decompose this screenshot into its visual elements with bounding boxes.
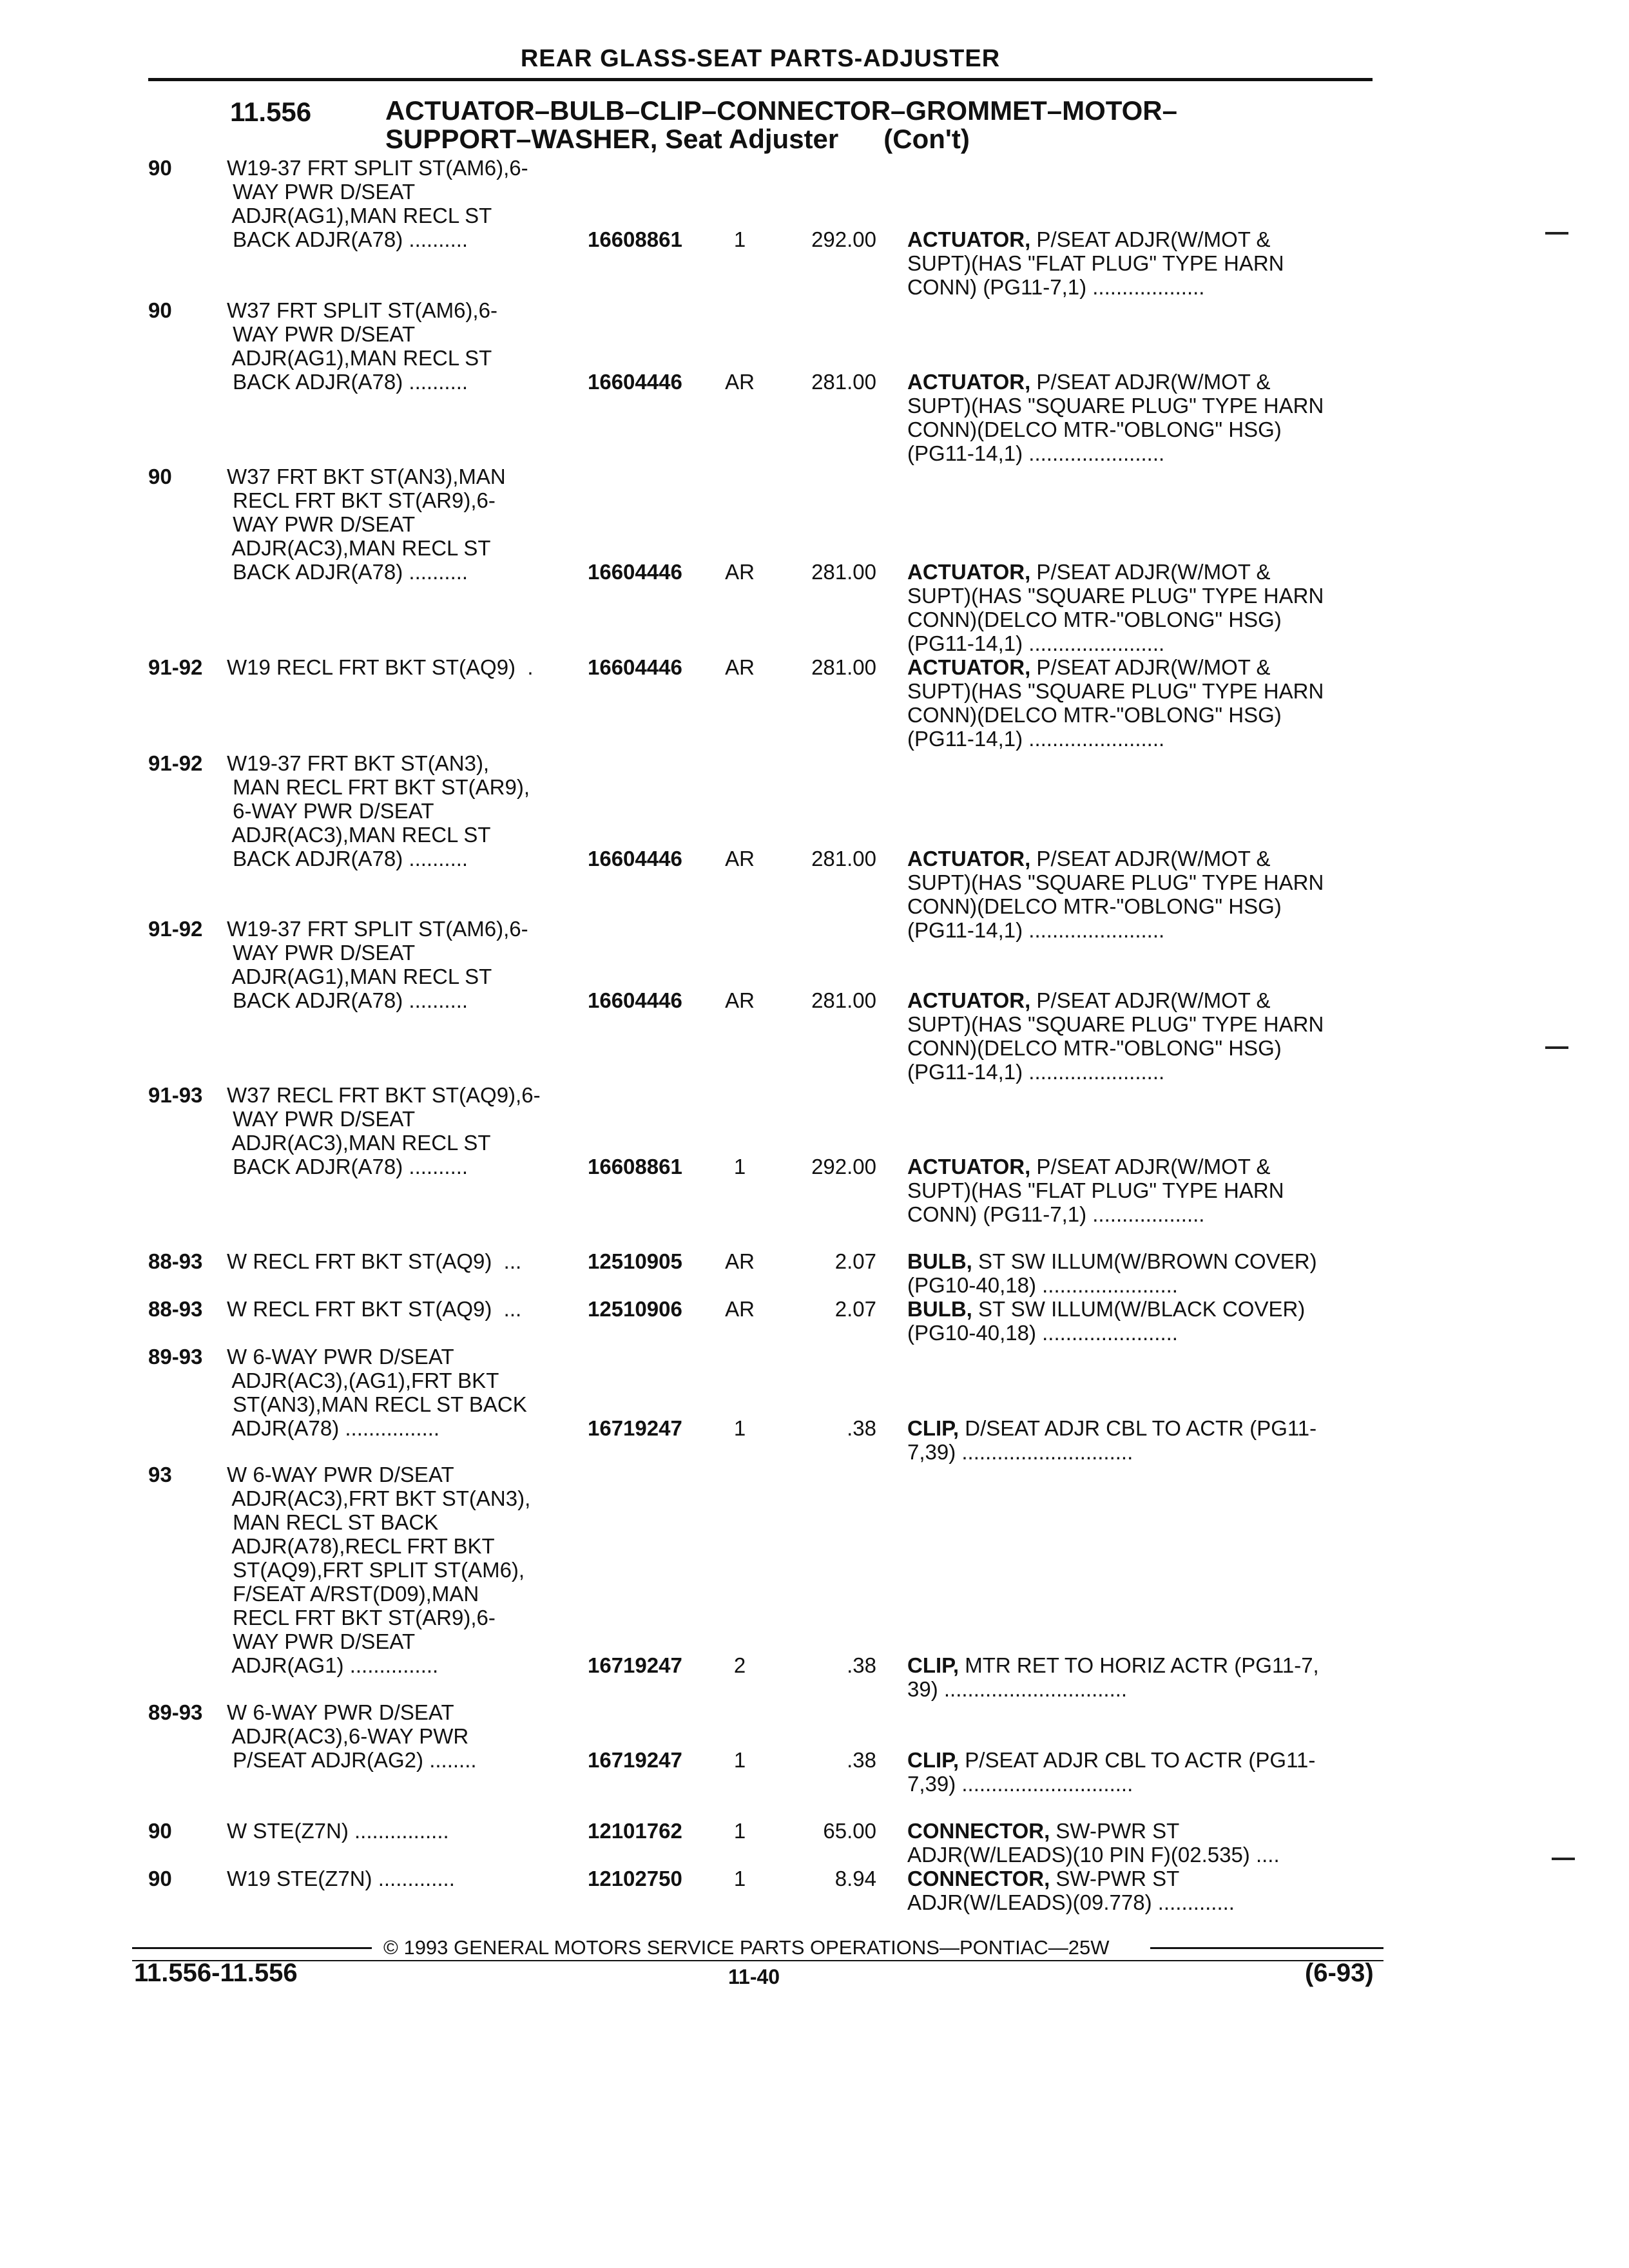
part-description [907,1772,1133,1796]
part-description [907,1249,1317,1273]
part-description [907,227,1270,251]
part-description-text: (PG11-14,1) ....................... [907,918,1165,942]
application-desc: W19 STE(Z7N) ............. [227,1867,455,1890]
application-desc: BACK ADJR(A78) .......... [227,227,468,251]
application-desc: 6-WAY PWR D/SEAT [227,799,434,823]
model-year: 89-93 [148,1700,203,1724]
part-number: 16608861 [588,227,682,251]
application-desc: W37 RECL FRT BKT ST(AQ9),6- [227,1083,541,1107]
part-description-text: ADJR(W/LEADS)(10 PIN F)(02.535) .... [907,1843,1280,1867]
part-number: 16719247 [588,1748,682,1772]
part-number: 16604446 [588,988,682,1012]
part-description-text: (PG10-40,18) ....................... [907,1273,1178,1297]
part-description [907,275,1204,299]
price: 65.00 [823,1819,876,1843]
part-description [907,1060,1164,1084]
part-description-text: P/SEAT ADJR(W/MOT & [1030,560,1271,584]
continued-label: (Con't) [883,124,970,154]
part-description-text: CONN)(DELCO MTR-"OBLONG" HSG) [907,1036,1282,1060]
part-name: BULB, [907,1297,972,1321]
quantity: 1 [733,1867,746,1890]
model-year: 90 [148,156,172,180]
application-desc: RECL FRT BKT ST(AR9),6- [227,488,496,512]
price: 281.00 [811,988,876,1012]
part-number: 16719247 [588,1653,682,1677]
application-desc: W19-37 FRT SPLIT ST(AM6),6- [227,156,528,180]
application-desc: ADJR(AC3),MAN RECL ST [227,823,491,847]
footer-range: 11.556-11.556 [134,1959,298,1987]
part-description-text: (PG11-14,1) ....................... [907,1060,1165,1084]
part-number: 16604446 [588,655,682,679]
quantity: AR [725,655,755,679]
model-year: 90 [148,465,172,488]
application-desc: W 6-WAY PWR D/SEAT [227,1345,454,1369]
part-description-text: SW-PWR ST [1050,1867,1180,1890]
part-description [907,727,1164,751]
price: 281.00 [811,655,876,679]
application-desc: ADJR(AG1),MAN RECL ST [227,204,492,227]
price: 281.00 [811,560,876,584]
application-desc: W 6-WAY PWR D/SEAT [227,1463,454,1486]
section-number: 11.556 [230,97,312,127]
part-description-text: MTR RET TO HORIZ ACTR (PG11-7, [959,1653,1319,1677]
quantity: 1 [733,1819,746,1843]
section-title [385,97,1177,153]
model-year: 91-93 [148,1083,203,1107]
application-desc: WAY PWR D/SEAT [227,322,416,346]
part-description [907,1748,1315,1772]
part-description [907,1036,1282,1060]
margin-mark [1552,1858,1575,1860]
quantity: AR [725,560,755,584]
application-desc: WAY PWR D/SEAT [227,180,416,204]
application-desc: W19-37 FRT SPLIT ST(AM6),6- [227,917,528,941]
part-description [907,918,1164,942]
part-description [907,1297,1305,1321]
model-year: 93 [148,1463,172,1486]
part-description [907,1867,1179,1890]
part-description-text: 7,39) ............................. [907,1440,1133,1464]
footer-rule-bottom [132,1960,1383,1961]
part-description-text: 7,39) ............................. [907,1772,1133,1796]
quantity: AR [725,1249,755,1273]
price: .38 [847,1416,876,1440]
footer-copyright: © 1993 GENERAL MOTORS SERVICE PARTS OPERATIONS—PONTIAC—25W [383,1936,1110,1959]
part-description [907,394,1324,418]
section-title-line2-text: SUPPORT–WASHER, Seat Adjuster [385,124,839,154]
price: 281.00 [811,847,876,870]
quantity: AR [725,370,755,394]
part-number: 16608861 [588,1155,682,1178]
part-description-text: (PG10-40,18) ....................... [907,1321,1178,1345]
model-year: 90 [148,298,172,322]
part-name: BULB, [907,1249,972,1273]
part-description-text: P/SEAT ADJR(W/MOT & [1030,655,1271,679]
part-description [907,418,1282,441]
application-desc: ADJR(AG1) ............... [227,1653,439,1677]
part-description [907,1440,1133,1464]
quantity: AR [725,988,755,1012]
part-name: CLIP, [907,1748,959,1772]
application-desc: ADJR(A78),RECL FRT BKT [227,1534,495,1558]
model-year: 89-93 [148,1345,203,1369]
part-description-text: ST SW ILLUM(W/BROWN COVER) [972,1249,1317,1273]
part-description-text: (PG11-14,1) ....................... [907,727,1165,751]
part-description [907,1273,1178,1297]
part-name: CLIP, [907,1653,959,1677]
application-desc: ADJR(A78) ................ [227,1416,440,1440]
page-header: REAR GLASS-SEAT PARTS-ADJUSTER [520,45,1001,72]
part-description-text: SUPT)(HAS "FLAT PLUG" TYPE HARN [907,1178,1284,1202]
part-description [907,608,1282,631]
application-desc: WAY PWR D/SEAT [227,1107,416,1131]
quantity: 2 [733,1653,746,1677]
part-description [907,679,1324,703]
model-year: 90 [148,1819,172,1843]
part-number: 12510906 [588,1297,682,1321]
part-description-text: ST SW ILLUM(W/BLACK COVER) [972,1297,1306,1321]
price: 2.07 [834,1249,876,1273]
price: .38 [847,1748,876,1772]
part-description [907,631,1164,655]
part-description-text: CONN)(DELCO MTR-"OBLONG" HSG) [907,894,1282,918]
application-desc: ADJR(AC3),FRT BKT ST(AN3), [227,1486,531,1510]
application-desc: WAY PWR D/SEAT [227,1629,416,1653]
part-description [907,584,1324,608]
part-description [907,370,1270,394]
part-description [907,441,1164,465]
price: 292.00 [811,227,876,251]
application-desc: BACK ADJR(A78) .......... [227,847,468,870]
quantity: AR [725,1297,755,1321]
application-desc: W RECL FRT BKT ST(AQ9) ... [227,1249,522,1273]
application-desc: W19-37 FRT BKT ST(AN3), [227,751,490,775]
application-desc: MAN RECL ST BACK [227,1510,439,1534]
part-description-text: (PG11-14,1) ....................... [907,441,1165,465]
margin-mark [1545,1046,1568,1049]
part-description-text: SW-PWR ST [1050,1819,1180,1843]
application-desc: W 6-WAY PWR D/SEAT [227,1700,454,1724]
application-desc: W19 RECL FRT BKT ST(AQ9) . [227,655,534,679]
application-desc: BACK ADJR(A78) .......... [227,1155,468,1178]
footer-rule-left [132,1947,372,1949]
part-description [907,655,1270,679]
part-description-text: (PG11-14,1) ....................... [907,631,1165,655]
part-description-text: CONN) (PG11-7,1) ................... [907,275,1205,299]
part-description [907,1202,1204,1226]
application-desc: F/SEAT A/RST(D09),MAN [227,1582,479,1606]
part-number: 12102750 [588,1867,682,1890]
quantity: 1 [733,1416,746,1440]
application-desc: ADJR(AG1),MAN RECL ST [227,965,492,988]
part-number: 16604446 [588,560,682,584]
application-desc: W37 FRT SPLIT ST(AM6),6- [227,298,497,322]
application-desc: ADJR(AC3),MAN RECL ST [227,536,491,560]
part-number: 12510905 [588,1249,682,1273]
application-desc: BACK ADJR(A78) .......... [227,370,468,394]
part-description [907,1012,1324,1036]
model-year: 90 [148,1867,172,1890]
part-description [907,894,1282,918]
part-description-text: SUPT)(HAS "SQUARE PLUG" TYPE HARN [907,584,1324,608]
part-description-text: 39) ............................... [907,1677,1128,1701]
application-desc: RECL FRT BKT ST(AR9),6- [227,1606,496,1629]
part-name: ACTUATOR, [907,227,1031,251]
part-number: 16604446 [588,847,682,870]
part-description-text: CONN)(DELCO MTR-"OBLONG" HSG) [907,418,1282,441]
part-name: ACTUATOR, [907,655,1031,679]
part-description-text: ADJR(W/LEADS)(09.778) ............. [907,1890,1235,1914]
part-description-text: SUPT)(HAS "FLAT PLUG" TYPE HARN [907,251,1284,275]
part-number: 12101762 [588,1819,682,1843]
application-desc: W RECL FRT BKT ST(AQ9) ... [227,1297,522,1321]
application-desc: ST(AQ9),FRT SPLIT ST(AM6), [227,1558,525,1582]
application-desc: BACK ADJR(A78) .......... [227,988,468,1012]
part-description-text: SUPT)(HAS "SQUARE PLUG" TYPE HARN [907,394,1324,418]
part-name: CLIP, [907,1416,959,1440]
application-desc: BACK ADJR(A78) .......... [227,560,468,584]
margin-mark [1545,232,1568,235]
part-description-text: P/SEAT ADJR(W/MOT & [1030,370,1271,394]
part-description [907,251,1284,275]
part-description [907,870,1324,894]
part-description-text: SUPT)(HAS "SQUARE PLUG" TYPE HARN [907,870,1324,894]
footer-page-number: 11-40 [728,1965,780,1988]
part-description [907,703,1282,727]
application-desc: W STE(Z7N) ................ [227,1819,449,1843]
application-desc: ADJR(AC3),6-WAY PWR [227,1724,469,1748]
part-description [907,560,1270,584]
part-description [907,1890,1235,1914]
part-number: 16719247 [588,1416,682,1440]
part-number: 16604446 [588,370,682,394]
part-description [907,1677,1127,1701]
price: .38 [847,1653,876,1677]
quantity: 1 [733,227,746,251]
part-description [907,1653,1319,1677]
part-description [907,1843,1280,1867]
part-description-text: CONN)(DELCO MTR-"OBLONG" HSG) [907,703,1282,727]
part-description [907,1416,1316,1440]
application-desc: W37 FRT BKT ST(AN3),MAN [227,465,506,488]
part-description-text: P/SEAT ADJR(W/MOT & [1030,227,1271,251]
model-year: 91-92 [148,751,203,775]
section-title-line2 [385,125,1177,153]
model-year: 88-93 [148,1249,203,1273]
quantity: 1 [733,1748,746,1772]
part-description [907,1155,1270,1178]
part-description-text: P/SEAT ADJR(W/MOT & [1030,988,1271,1012]
application-desc: ADJR(AG1),MAN RECL ST [227,346,492,370]
part-name: ACTUATOR, [907,370,1031,394]
part-description [907,1178,1284,1202]
part-description-text: SUPT)(HAS "SQUARE PLUG" TYPE HARN [907,1012,1324,1036]
application-desc: ADJR(AC3),MAN RECL ST [227,1131,491,1155]
part-name: CONNECTOR, [907,1819,1050,1843]
model-year: 91-92 [148,655,203,679]
footer-date: (6-93) [1305,1959,1374,1987]
part-name: ACTUATOR, [907,1155,1031,1178]
part-description-text: CONN)(DELCO MTR-"OBLONG" HSG) [907,608,1282,631]
part-name: ACTUATOR, [907,988,1031,1012]
part-description-text: CONN) (PG11-7,1) ................... [907,1202,1205,1226]
application-desc: ADJR(AC3),(AG1),FRT BKT [227,1369,499,1392]
application-desc: WAY PWR D/SEAT [227,512,416,536]
model-year: 88-93 [148,1297,203,1321]
price: 8.94 [834,1867,876,1890]
quantity: AR [725,847,755,870]
part-description-text: P/SEAT ADJR(W/MOT & [1030,1155,1271,1178]
part-description-text: SUPT)(HAS "SQUARE PLUG" TYPE HARN [907,679,1324,703]
footer-rule-right [1150,1947,1383,1949]
header-rule [148,78,1373,81]
part-description [907,988,1270,1012]
part-description [907,1321,1178,1345]
part-description-text: P/SEAT ADJR CBL TO ACTR (PG11- [959,1748,1316,1772]
part-description [907,1819,1179,1843]
price: 2.07 [834,1297,876,1321]
part-description-text: D/SEAT ADJR CBL TO ACTR (PG11- [959,1416,1317,1440]
quantity: 1 [733,1155,746,1178]
part-name: ACTUATOR, [907,847,1031,870]
application-desc: WAY PWR D/SEAT [227,941,416,965]
part-name: CONNECTOR, [907,1867,1050,1890]
model-year: 91-92 [148,917,203,941]
part-description [907,847,1270,870]
part-name: ACTUATOR, [907,560,1031,584]
price: 281.00 [811,370,876,394]
application-desc: MAN RECL FRT BKT ST(AR9), [227,775,530,799]
part-description-text: P/SEAT ADJR(W/MOT & [1030,847,1271,870]
section-title-line1: ACTUATOR–BULB–CLIP–CONNECTOR–GROMMET–MOTOR– [385,95,1177,126]
application-desc: P/SEAT ADJR(AG2) ........ [227,1748,477,1772]
price: 292.00 [811,1155,876,1178]
application-desc: ST(AN3),MAN RECL ST BACK [227,1392,527,1416]
